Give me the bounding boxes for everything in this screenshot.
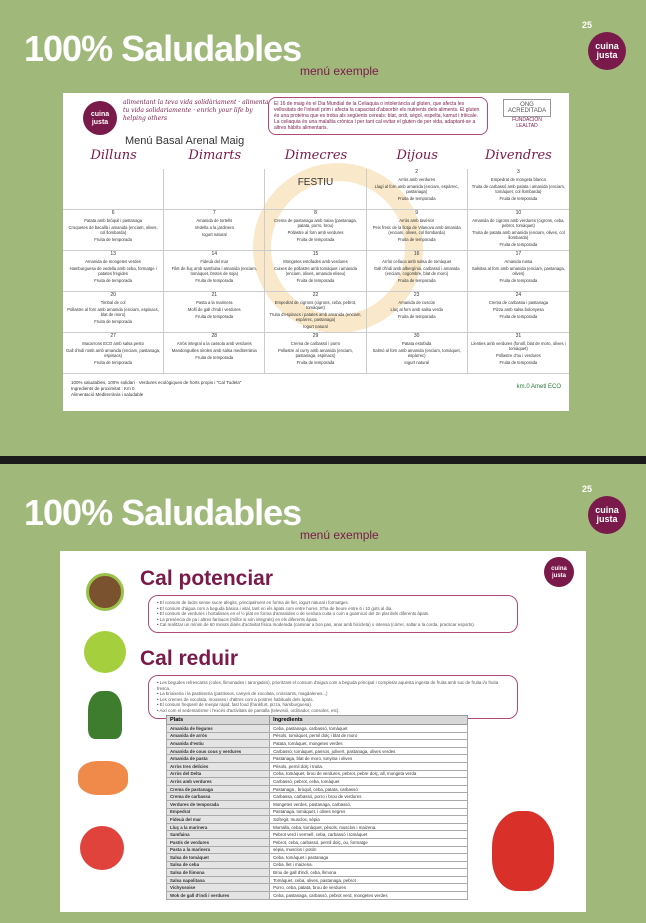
table-row [167, 823, 468, 831]
dish-line: Arròs amb verdures [398, 177, 436, 182]
list-item: • Les cremes de xocolata, mousses i d'altres com a postres habituals dels àpats. [157, 697, 509, 703]
dish-line: Fruita de temporada [94, 278, 132, 283]
menu-day-cell [468, 251, 569, 292]
ingredients-cell: Pèsols, tomàquet, pernil dolç i blat de moro [270, 732, 468, 740]
dish-name-cell: Pastís de verdures [167, 838, 270, 846]
dish-line: Fruita de temporada [397, 314, 436, 319]
table-row [167, 800, 468, 808]
dish-name-cell: Arròs del Delta [167, 770, 270, 778]
ingredients-cell: sèpia, musclos i potón [270, 846, 468, 854]
dish-line: Pollastre d'ou i verdures [495, 353, 541, 358]
ingredients-cell: Morralla, ceba, tomàquet, pèsols, musclos i maizena. [270, 823, 468, 831]
dish-line: Empedrat de cigrons (cigrons, ceba, pebrot, tomàquet) [274, 300, 357, 310]
weekday-header: Dijous [396, 148, 438, 163]
list-item: • El consum de lacits sense sucre afegits, principalment en forma de llet, iogurt natural i formatges. [157, 600, 509, 606]
dish-line: Fruita de temporada [397, 196, 436, 201]
dish-name-cell: Lluç a la marinera [167, 823, 270, 831]
dish-name-cell: Amanida d'estiu [167, 740, 270, 748]
table-row [167, 785, 468, 793]
salmon-character-icon [78, 761, 128, 795]
dish-line: Truita de carbassó amb patata i amanida (enciam, tomàquet, col llombarda) [471, 184, 565, 194]
dishes-table [166, 715, 468, 900]
dish-name-cell: Arròs amb verdures [167, 778, 270, 786]
table-row [167, 816, 468, 824]
dish-line: Amanida de mongetes verdes [85, 259, 141, 264]
dish-line: FESTIU [297, 177, 334, 188]
cuina-justa-logo [582, 484, 632, 534]
dish-name-cell: Verdures de temporada [167, 800, 270, 808]
ingredients-cell: Patata, tomàquet, mongetes verdes [270, 740, 468, 748]
ingredients-cell: Ceba, tomàquet i pastanaga [270, 854, 468, 862]
ingredients-cell: Porro, ceba, patata, brou de verdures [270, 884, 468, 892]
pepper-character-icon [492, 811, 554, 891]
dish-line: Timbal de col [100, 300, 126, 305]
table-row [167, 884, 468, 892]
table-row [167, 725, 468, 733]
dish-line: Fideuà del mar [200, 259, 229, 264]
dish-line: Fruita de temporada [94, 319, 132, 324]
ingredients-cell: Ceba, llet i maizena. [270, 861, 468, 869]
dish-line: Patata estofada [402, 341, 432, 346]
list-item: • El consum freqüent de menjar ràpid, fast food (frankfurt, pizza, hamburguesa). [157, 702, 509, 708]
dish-line: Fruita de temporada [195, 355, 234, 360]
ingredients-cell: Pastanaga, tomàquet, i olives negres [270, 808, 468, 816]
menu-day-cell [265, 210, 366, 251]
menu-footer [71, 380, 561, 398]
slide-recommendations [0, 464, 646, 923]
table-row [167, 770, 468, 778]
menu-day-cell [63, 251, 164, 292]
menu-day-cell [265, 333, 366, 374]
day-number: 3 [517, 169, 520, 175]
table-row [167, 747, 468, 755]
ingredients-cell: Pèsols, pernil dolç i truita. [270, 762, 468, 770]
dish-line: Vedella a la jardinera [194, 225, 234, 230]
day-number: 14 [211, 251, 218, 257]
menu-day-cell [63, 292, 164, 333]
table-row [167, 876, 468, 884]
dish-line: Pollastre al forn amb amanida (enciam, espinacs, blat de moro) [67, 307, 159, 317]
day-number: 17 [515, 251, 522, 257]
menu-day-cell [164, 251, 265, 292]
dish-name-cell: Wok de gall d'indi i verdures [167, 892, 270, 900]
menu-day-cell [468, 169, 569, 210]
dish-line: Mollí de gall d'indi i verdures [187, 307, 241, 312]
dish-line: Fruita de temporada [94, 360, 132, 365]
dish-line: Macarrons ECO amb salsa pesto [82, 341, 144, 346]
table-row [167, 892, 468, 900]
menu-day-cell [164, 333, 265, 374]
dish-name-cell: Crema de carbassa [167, 793, 270, 801]
dish-line: Iogurt natural [404, 360, 430, 365]
slide-title: 100% Saludables [24, 28, 302, 69]
list-item: • El consum d'aigua com a beguda bàsica i vital, tant en els àpats com entre hores. S'ha de beure entre 6 i 10 gots al dia. [157, 606, 509, 612]
menu-title: Menú Basal Arenal Maig [125, 135, 245, 147]
dish-name-cell: Samfaina [167, 831, 270, 839]
menu-grid [63, 169, 569, 374]
list-item: • La brioixeria i la pastisseria (pastissos, canyes de xocolata, croissants, magdalenes...) [157, 691, 509, 697]
dish-name-cell: Amanida de arròs [167, 732, 270, 740]
menu-day-cell [63, 169, 164, 210]
day-number: 6 [111, 210, 115, 216]
slide-title: 100% Saludables [24, 492, 302, 533]
ong-badge-sub: FUNDACIÓN LEALTAD [512, 117, 542, 129]
ingredients-cell: Carbassa, carbassó, porro i brou de verdures [270, 793, 468, 801]
ingredients-cell: Pastanaga, blat de moro, tonyina i olives [270, 755, 468, 763]
list-item: • Les begudes refrescants (coles, llimonades i taronjades), prioritzant el consum d'aigua com a beguda principal i completar aquesta ingesta de fruita amb suc de fruita i/o fruita fresca. [157, 680, 509, 691]
dish-line: Fruita de temporada [296, 237, 335, 242]
day-number: 7 [212, 210, 216, 216]
ingredients-cell: Carbassó, tomàquet, pansos, julivert, pastanaga, olives verdes [270, 747, 468, 755]
table-row [167, 778, 468, 786]
weekday-header: Dimecres [284, 148, 348, 163]
dish-line: Croquetes de bacallà i amanida (enciam, olives, col llombarda) [68, 225, 158, 235]
dish-line: Amanida de cuscús [398, 300, 435, 305]
menu-day-cell [164, 169, 265, 210]
day-number: 2 [415, 169, 419, 175]
weekday-headers [63, 148, 569, 163]
dish-line: Patata amb bròquil i pastanaga [84, 218, 143, 223]
dish-name-cell: Salsa napolitana [167, 876, 270, 884]
footer-line: Ingredients de proximitat : Km 0 [71, 386, 135, 391]
ong-badge [503, 99, 551, 129]
day-number: 10 [515, 210, 522, 216]
day-number: 13 [110, 251, 116, 257]
dish-line: Iogurt natural [303, 324, 328, 329]
dish-line: Fruita de temporada [499, 278, 538, 283]
dish-line: Empedrat de mongeta blanca [490, 177, 546, 182]
menu-slogan: alimentant la teva vida solidàriament · alimenta tu vida solidariamente · enrich your life by helping others [123, 99, 269, 122]
menu-day-cell [265, 292, 366, 333]
list-item: • Cal realitzar un mínim de 60 minuts diaris d'activitat física moderada (caminar a bon pas, anar amb bicicleta) o intensa (córrer, saltar a la corda, practicar esports). [157, 622, 509, 628]
day-number: 15 [312, 251, 319, 257]
logo-circle: cuina justa [588, 496, 626, 534]
menu-day-cell [63, 210, 164, 251]
table-row [167, 740, 468, 748]
menu-day-cell [468, 210, 569, 251]
dish-line: Llagí al forn amb amanida (enciam, espàrrec, pastanaga) [374, 184, 459, 194]
dish-line: Fruita de temporada [397, 278, 436, 283]
dish-name-cell: Arròs tres delícies [167, 762, 270, 770]
dish-line: Fruita de temporada [499, 314, 538, 319]
kiwi-character-icon [86, 573, 124, 611]
dish-line: Fruita de temporada [499, 242, 538, 247]
dish-name-cell: Salsa de llimona [167, 869, 270, 877]
menu-day-cell [367, 251, 468, 292]
dish-name-cell: Pasta a la marinera [167, 846, 270, 854]
dish-line: Gall d'indi rostit amb amanida (enciam, pastanaga, espinacs) [66, 348, 161, 358]
dish-line: Amanida de cigrons amb verdures (cigrons, ceba, pebrot, tomàquet) [472, 218, 565, 228]
dish-line: Lluç al forn amb salsa verda [390, 307, 443, 312]
day-number: 21 [211, 292, 218, 298]
day-number: 20 [110, 292, 116, 298]
dish-name-cell: Amanida de llegums [167, 725, 270, 733]
ingredients-cell: Pastanaga , bròquil, ceba, patata, carbassó [270, 785, 468, 793]
logo-circle: cuina justa [588, 32, 626, 70]
footer-line: Alimentació Mediterrània i saludable [71, 392, 144, 397]
day-number: 27 [110, 333, 116, 339]
footer-line: 100% saludables, 100% solidari · Verdures ecològiques de horts propis i "Cal Tudela" [71, 380, 242, 385]
table-row [167, 854, 468, 862]
menu-day-cell [367, 210, 468, 251]
dish-name-cell: Vichyssoise [167, 884, 270, 892]
dish-line: Fruita de temporada [94, 237, 132, 242]
menu-day-cell [367, 333, 468, 374]
potenciar-list [148, 595, 518, 633]
dish-line: Hamburguesa de vedella amb ceba, formatge i patates fregides [69, 266, 157, 276]
dish-line: Truita de patata amb amanida (enciam, olives, col llombarda) [472, 230, 565, 240]
table-row [167, 838, 468, 846]
ong-badge-label: ONG ACREDITADA [503, 99, 551, 117]
table-row [167, 793, 468, 801]
table-row [167, 732, 468, 740]
cuina-justa-logo [582, 20, 632, 70]
table-row [167, 831, 468, 839]
dish-line: Fruita de temporada [195, 314, 234, 319]
menu-day-cell [164, 210, 265, 251]
anniversary-badge: 25 [582, 20, 593, 30]
day-number: 28 [211, 333, 218, 339]
dish-name-cell: Fideuà del mar [167, 816, 270, 824]
ingredients-cell: Carbassó, pebrot, ceba, tomàquet [270, 778, 468, 786]
dish-line: Peix fresc de la llotja de Vilanova amb amanida (enciam, olives, col llombarda) [372, 225, 461, 235]
dish-name-cell: Empedrat [167, 808, 270, 816]
menu-card [63, 93, 569, 411]
menu-day-cell [164, 292, 265, 333]
dish-line: Fruita de temporada [397, 237, 436, 242]
dish-line: Salmó al forn amb amanida (enciam, tomàquet, espàrrec) [372, 348, 461, 358]
menu-day-cell [265, 251, 366, 292]
dish-name-cell: Crema de pastanaga [167, 785, 270, 793]
slide-subtitle: menú exemple [300, 528, 379, 542]
dish-line: Iogurt natural [201, 232, 227, 237]
menu-day-cell [265, 169, 366, 210]
dish-line: Amanida russa [504, 259, 533, 264]
day-number: 16 [413, 251, 420, 257]
dish-line: Fruita de temporada [499, 196, 538, 201]
menu-day-cell [468, 292, 569, 333]
dish-line: Pasta a la marinera [196, 300, 233, 305]
ingredients-cell: Pebrot verd i vermell, ceba, carbassó i tomàquet [270, 831, 468, 839]
dish-line: Salsitxa al forn amb amanida (enciam, pastanaga, olives) [471, 266, 565, 276]
dish-line: Fruita de temporada [195, 278, 234, 283]
ingredients-cell: Ceba, pastanaga, carbassó, tomàquet [270, 725, 468, 733]
dish-line: Crema de pastanaga amb naixa (pastanaga, patata, porro, brou) [274, 218, 357, 228]
day-number: 22 [312, 292, 319, 298]
table-row [167, 808, 468, 816]
menu-logo: cuina justa [83, 101, 117, 135]
anniversary-badge: 25 [582, 484, 593, 494]
dish-name-cell: Amanida de cous cous y verdures [167, 747, 270, 755]
menu-day-cell [367, 292, 468, 333]
list-item: • La presència de pa i altres farinacis (millor si són integrals) en els diferents àpats. [157, 617, 509, 623]
ingredients-cell: Ceba, tomàquet, brou de verdures, pebrot, pebre dolç, all, mongeta verda [270, 770, 468, 778]
table-header-plats: Plats [167, 716, 270, 725]
dish-line: Arròs amb tàvèrics [399, 218, 435, 223]
recommendations-doc [60, 551, 586, 912]
menu-day-cell [63, 333, 164, 374]
list-item: • El consum de verdures i hortalisses en el ½ plat en forma d'amanides o de verdura cuita o com a guarnició del 2n plat dels diferents àpats. [157, 611, 509, 617]
slide-subtitle: menú exemple [300, 64, 379, 78]
day-number: 30 [413, 333, 420, 339]
day-number: 31 [515, 333, 522, 339]
day-number: 9 [415, 210, 419, 216]
apple-character-icon [84, 631, 126, 673]
dish-line: Gall d'indi amb albergínia, carbassó i amanida (enciam, cogombre, blat de moro) [373, 266, 460, 276]
dish-name-cell: Salsa de ceba [167, 861, 270, 869]
ingredients-cell: Mongetes verdes, pastanaga, carbassó, [270, 800, 468, 808]
tomato-character-icon [80, 826, 124, 870]
dish-line: Llenties amb verdures (fonoll, blat de moro, olives i tomàquet) [471, 341, 566, 351]
potenciar-heading: Cal potenciar [140, 567, 274, 590]
menu-day-cell [468, 333, 569, 374]
weekday-header: Dimarts [188, 148, 242, 163]
dish-line: Mandonguilles siroles amb salsa mediterrània [171, 348, 257, 353]
dish-line: Fruita de temporada [296, 360, 335, 365]
doc-logo: cuina justa [544, 557, 574, 587]
certification-tags: km.0 Ametl ECO [516, 384, 561, 390]
dish-line: Cuixes de pollastre amb tomàquet i amanida (enciam, olives, amanida eliseu) [274, 266, 357, 276]
ingredients-cell: Tomàquet, ceba, olives, pastanaga, pebrot [270, 876, 468, 884]
reduir-heading: Cal reduir [140, 647, 239, 670]
spinach-character-icon [88, 691, 122, 739]
slide-menu [0, 0, 646, 456]
celiac-info-box: El 16 de maig és el Dia Mundial de la Celiaquia o intolerància al gluten, que afecta les vellositats de l'intestí prim i afecta la capacitat d'absorbir els nutrients dels aliments. El gluten és una proteïna que es troba als següents cereals: blat, ordi, sègol, espelta, kamut i triticale. La celiaquia és una malaltia crònica i per tant cal evitar el gluten de per vida, adaptant-se a altres hàbits alimentaris. [268, 97, 488, 135]
table-row [167, 846, 468, 854]
menu-day-cell [367, 169, 468, 210]
reduir-list [148, 675, 518, 719]
day-number: 8 [314, 210, 317, 216]
table-header-ingredients: Ingredients [270, 716, 468, 725]
table-row [167, 869, 468, 877]
dish-line: Pollastre al forn amb verdures [287, 230, 344, 235]
dish-line: Crema de carbassa i pastanaga [488, 300, 549, 305]
table-row [167, 755, 468, 763]
ingredients-cell: Brou de gall d'indi, ceba, llimona [270, 869, 468, 877]
dish-line: Filet de lluç amb samfaina i amanida (enciam, tomàquet, brotes de soja) [171, 266, 257, 276]
dish-line: Pollastre al curry amb amanida (enciam, pastanaga, espinacs) [278, 348, 353, 358]
dish-line: Truita d'espinacs i patates amb amanida (enciam, espàrrec, pastanaga) [269, 312, 362, 322]
dish-line: Fruita de temporada [499, 360, 538, 365]
day-number: 24 [515, 292, 522, 298]
day-number: 23 [413, 292, 420, 298]
dish-name-cell: Salsa de tomàquet [167, 854, 270, 862]
list-item: • Així com el sedentarisme i l'excés d'activitats de pantalla (televisió, ordinador, consoles, etc). [157, 708, 509, 714]
table-row [167, 762, 468, 770]
dish-line: Arròs integral a la cassola amb verdures [176, 341, 252, 346]
dish-line: Arròs celíaca amb salsa de tomàquet [382, 259, 452, 264]
weekday-header: Divendres [484, 148, 552, 163]
dish-line: Pizza amb salsa bolonyesa [493, 307, 544, 312]
ingredients-cell: Pebrot, ceba, carbassó, pernil dolç, ou, formatge [270, 838, 468, 846]
weekday-header: Dilluns [90, 148, 137, 163]
table-row [167, 861, 468, 869]
dish-line: Crema de carbassó i porro [290, 341, 341, 346]
dish-line: Amanida de tortells [196, 218, 233, 223]
dish-name-cell: Amanida de pasta [167, 755, 270, 763]
ingredients-cell: Ceba, pastanaga, carbassó, pebrot verd, mongetes verdes [270, 892, 468, 900]
dish-line: Mongetes estofades amb verdures [283, 259, 348, 264]
dish-line: Fruita de temporada [296, 278, 335, 283]
day-number: 29 [312, 333, 319, 339]
ingredients-cell: Sofregit, musclos, sèpia [270, 816, 468, 824]
